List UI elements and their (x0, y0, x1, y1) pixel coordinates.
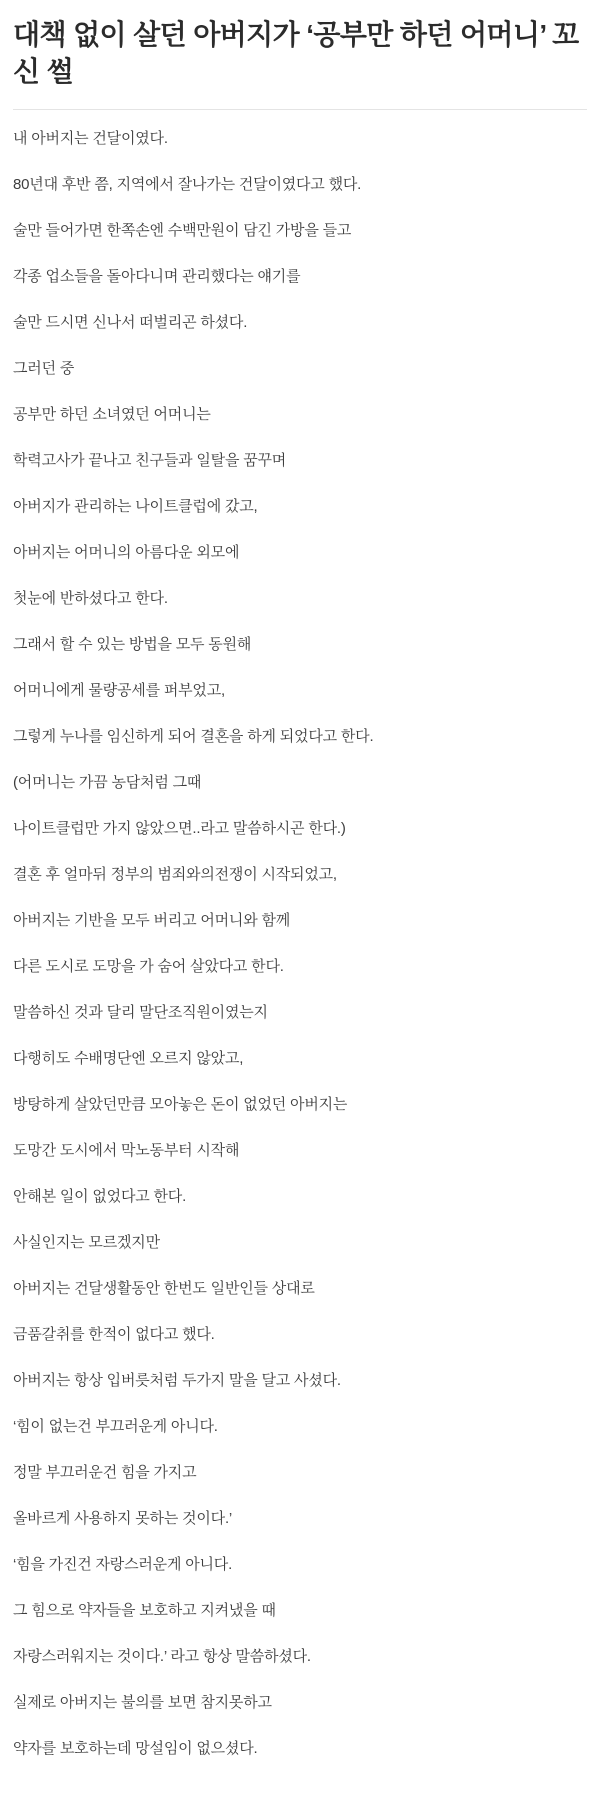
post-paragraph: 안해본 일이 없었다고 한다. (13, 1188, 187, 1205)
post-paragraph: (어머니는 가끔 농담처럼 그때 (13, 774, 202, 791)
post-paragraph: 말씀하신 것과 달리 말단조직원이였는지 (13, 1004, 268, 1021)
post-paragraph: ‘힘을 가진건 자랑스러운게 아니다. (13, 1556, 233, 1573)
post-paragraph: 술만 드시면 신나서 떠벌리곤 하셨다. (13, 314, 248, 331)
post-paragraph: 그러던 중 (13, 360, 75, 377)
post-paragraph: 도망간 도시에서 막노동부터 시작해 (13, 1142, 240, 1159)
post-paragraph: 정말 부끄러운건 힘을 가지고 (13, 1464, 197, 1481)
title-divider (13, 109, 587, 110)
post-paragraph: 그 힘으로 약자들을 보호하고 지켜냈을 때 (13, 1602, 276, 1619)
post-paragraph: 첫눈에 반하셨다고 한다. (13, 590, 168, 607)
post-paragraph: 아버지는 어머니의 아름다운 외모에 (13, 544, 240, 561)
post-paragraph: 80년대 후반 쯤, 지역에서 잘나가는 건달이였다고 했다. (13, 176, 362, 193)
post-title: 대책 없이 살던 아버지가 ‘공부만 하던 어머니’ 꼬신 썰 (13, 19, 579, 87)
post-paragraph: 실제로 아버지는 불의를 보면 참지못하고 (13, 1694, 272, 1711)
post-paragraph: 약자를 보호하는데 망설임이 없으셨다. (13, 1740, 258, 1757)
post-body (13, 130, 587, 1757)
post-paragraph: 금품갈취를 한적이 없다고 했다. (13, 1326, 215, 1343)
post-paragraph: 각종 업소들을 돌아다니며 관리했다는 얘기를 (13, 268, 301, 285)
post-paragraph: 학력고사가 끝나고 친구들과 일탈을 꿈꾸며 (13, 452, 287, 469)
post-paragraph: 내 아버지는 건달이였다. (13, 130, 168, 147)
post-paragraph: 자랑스러워지는 것이다.’ 라고 항상 말씀하셨다. (13, 1648, 311, 1665)
post-paragraph: 올바르게 사용하지 못하는 것이다.’ (13, 1510, 233, 1527)
post-paragraph: 아버지는 기반을 모두 버리고 어머니와 함께 (13, 912, 291, 929)
post-paragraph: 어머니에게 물량공세를 퍼부었고, (13, 682, 225, 699)
post-paragraph: 그렇게 누나를 임신하게 되어 결혼을 하게 되었다고 한다. (13, 728, 374, 745)
post-paragraph: 그래서 할 수 있는 방법을 모두 동원해 (13, 636, 252, 653)
post-paragraph: 방탕하게 살았던만큼 모아놓은 돈이 없었던 아버지는 (13, 1096, 348, 1113)
post-paragraph: 아버지는 항상 입버릇처럼 두가지 말을 달고 사셨다. (13, 1372, 341, 1389)
post-paragraph: 술만 들어가면 한쪽손엔 수백만원이 담긴 가방을 들고 (13, 222, 352, 239)
post-paragraph: ‘힘이 없는건 부끄러운게 아니다. (13, 1418, 218, 1435)
post-paragraph: 사실인지는 모르겠지만 (13, 1234, 160, 1251)
post-paragraph: 결혼 후 얼마뒤 정부의 범죄와의전쟁이 시작되었고, (13, 866, 337, 883)
post-paragraph: 다행히도 수배명단엔 오르지 않았고, (13, 1050, 244, 1067)
post-paragraph: 공부만 하던 소녀였던 어머니는 (13, 406, 211, 423)
post-paragraph: 나이트클럽만 가지 않았으면..라고 말씀하시곤 한다.) (13, 820, 346, 837)
post-paragraph: 아버지가 관리하는 나이트클럽에 갔고, (13, 498, 258, 515)
post-paragraph: 아버지는 건달생활동안 한번도 일반인들 상대로 (13, 1280, 315, 1297)
post-paragraph: 다른 도시로 도망을 가 숨어 살았다고 한다. (13, 958, 284, 975)
